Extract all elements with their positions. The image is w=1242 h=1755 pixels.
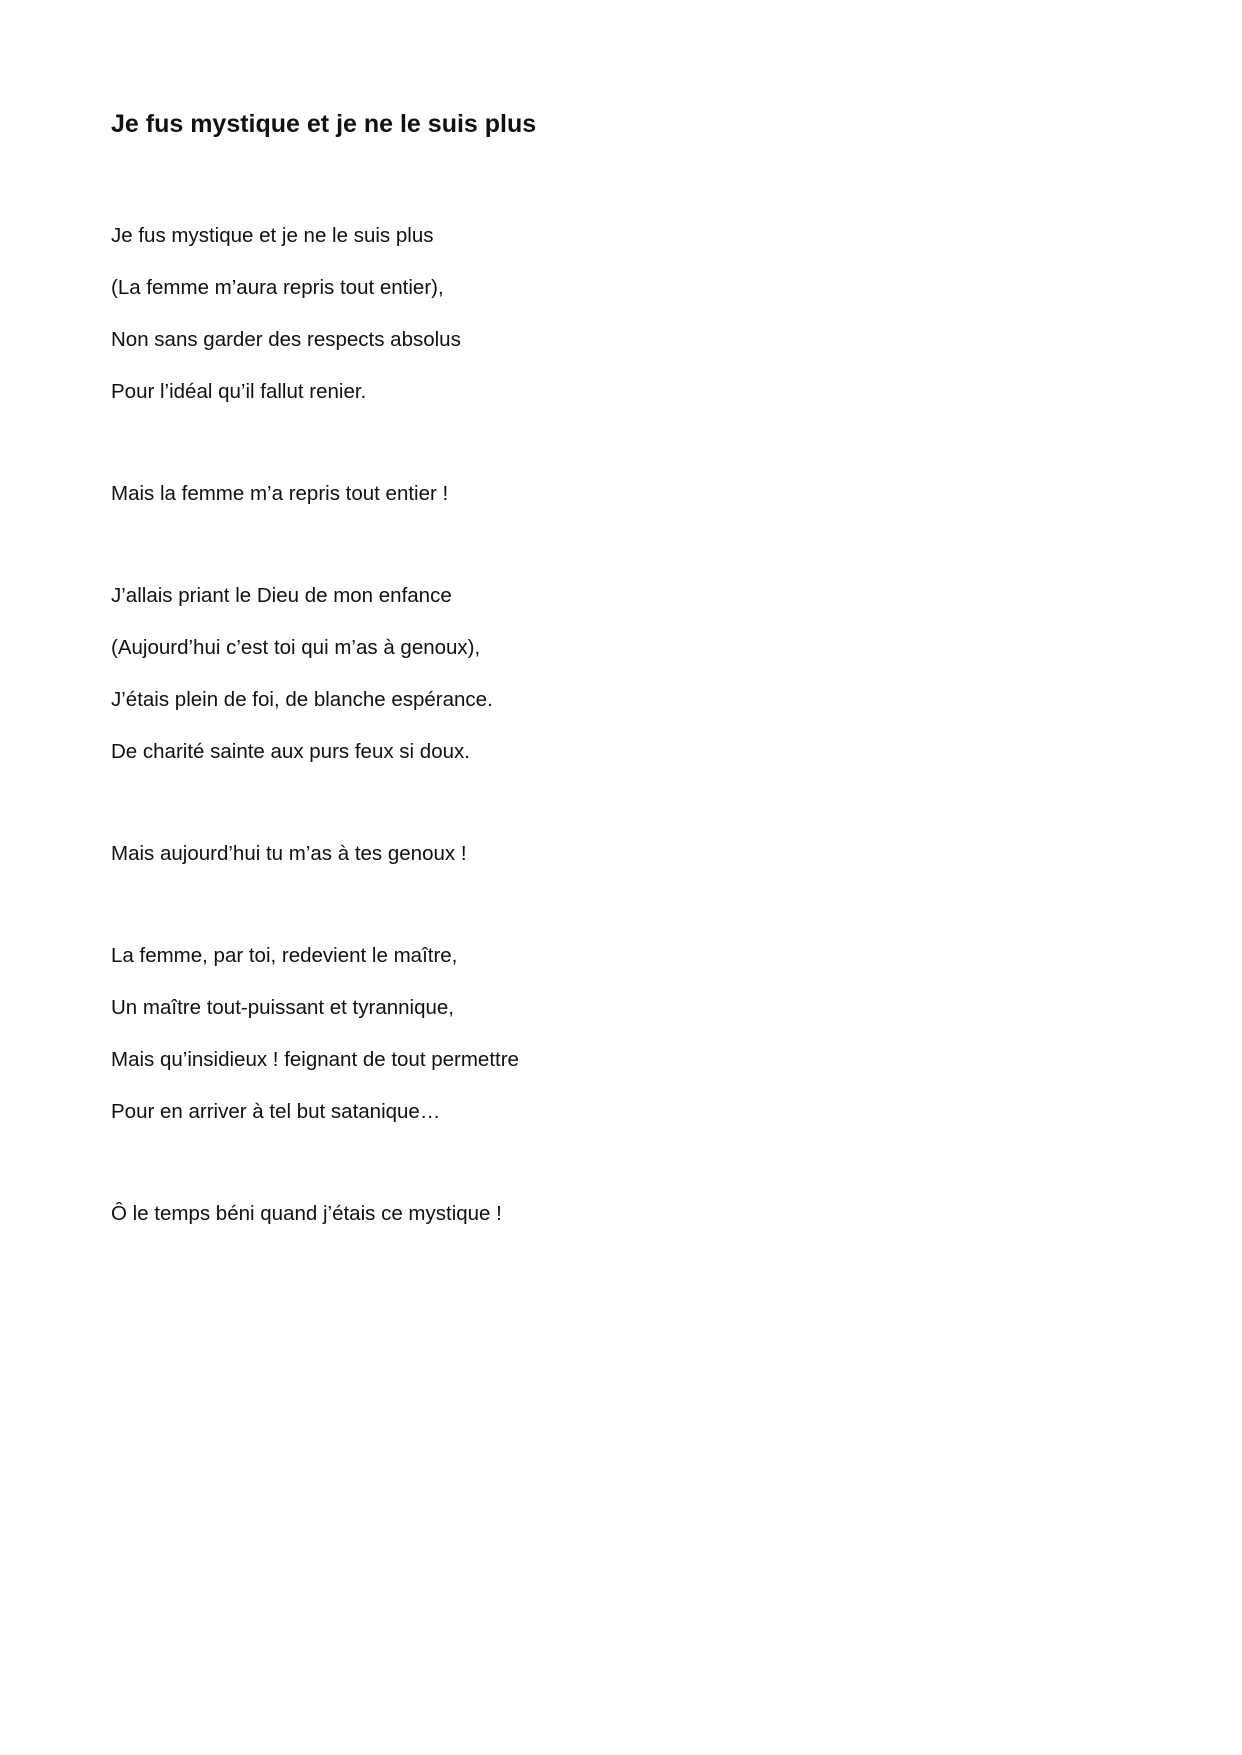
stanza-4 <box>111 839 1111 869</box>
poem-line: J’allais priant le Dieu de mon enfance <box>111 584 452 607</box>
stanza-6 <box>111 1199 1111 1229</box>
poem-line: J’étais plein de foi, de blanche espérance. <box>111 688 493 711</box>
poem-line: Pour l’idéal qu’il fallut renier. <box>111 380 367 403</box>
stanza-2 <box>111 479 1111 509</box>
poem-line: La femme, par toi, redevient le maître, <box>111 944 458 967</box>
poem-line: (La femme m’aura repris tout entier), <box>111 276 444 299</box>
poem-body <box>111 221 1111 1301</box>
poem-line: Mais aujourd’hui tu m’as à tes genoux ! <box>111 842 467 865</box>
poem-line: De charité sainte aux purs feux si doux. <box>111 740 470 763</box>
stanza-1 <box>111 221 1111 407</box>
poem-line: Mais la femme m’a repris tout entier ! <box>111 482 449 505</box>
poem-line: Je fus mystique et je ne le suis plus <box>111 224 434 247</box>
poem-line: Non sans garder des respects absolus <box>111 328 461 351</box>
poem-line: Ô le temps béni quand j’étais ce mystique ! <box>111 1202 502 1225</box>
poem-line: Un maître tout-puissant et tyrannique, <box>111 996 454 1019</box>
poem-line: (Aujourd’hui c’est toi qui m’as à genoux), <box>111 636 481 659</box>
poem-line: Pour en arriver à tel but satanique… <box>111 1100 441 1123</box>
stanza-5 <box>111 941 1111 1127</box>
poem-line: Mais qu’insidieux ! feignant de tout permettre <box>111 1048 519 1071</box>
stanza-3 <box>111 581 1111 767</box>
poem-title: Je fus mystique et je ne le suis plus <box>111 110 537 138</box>
